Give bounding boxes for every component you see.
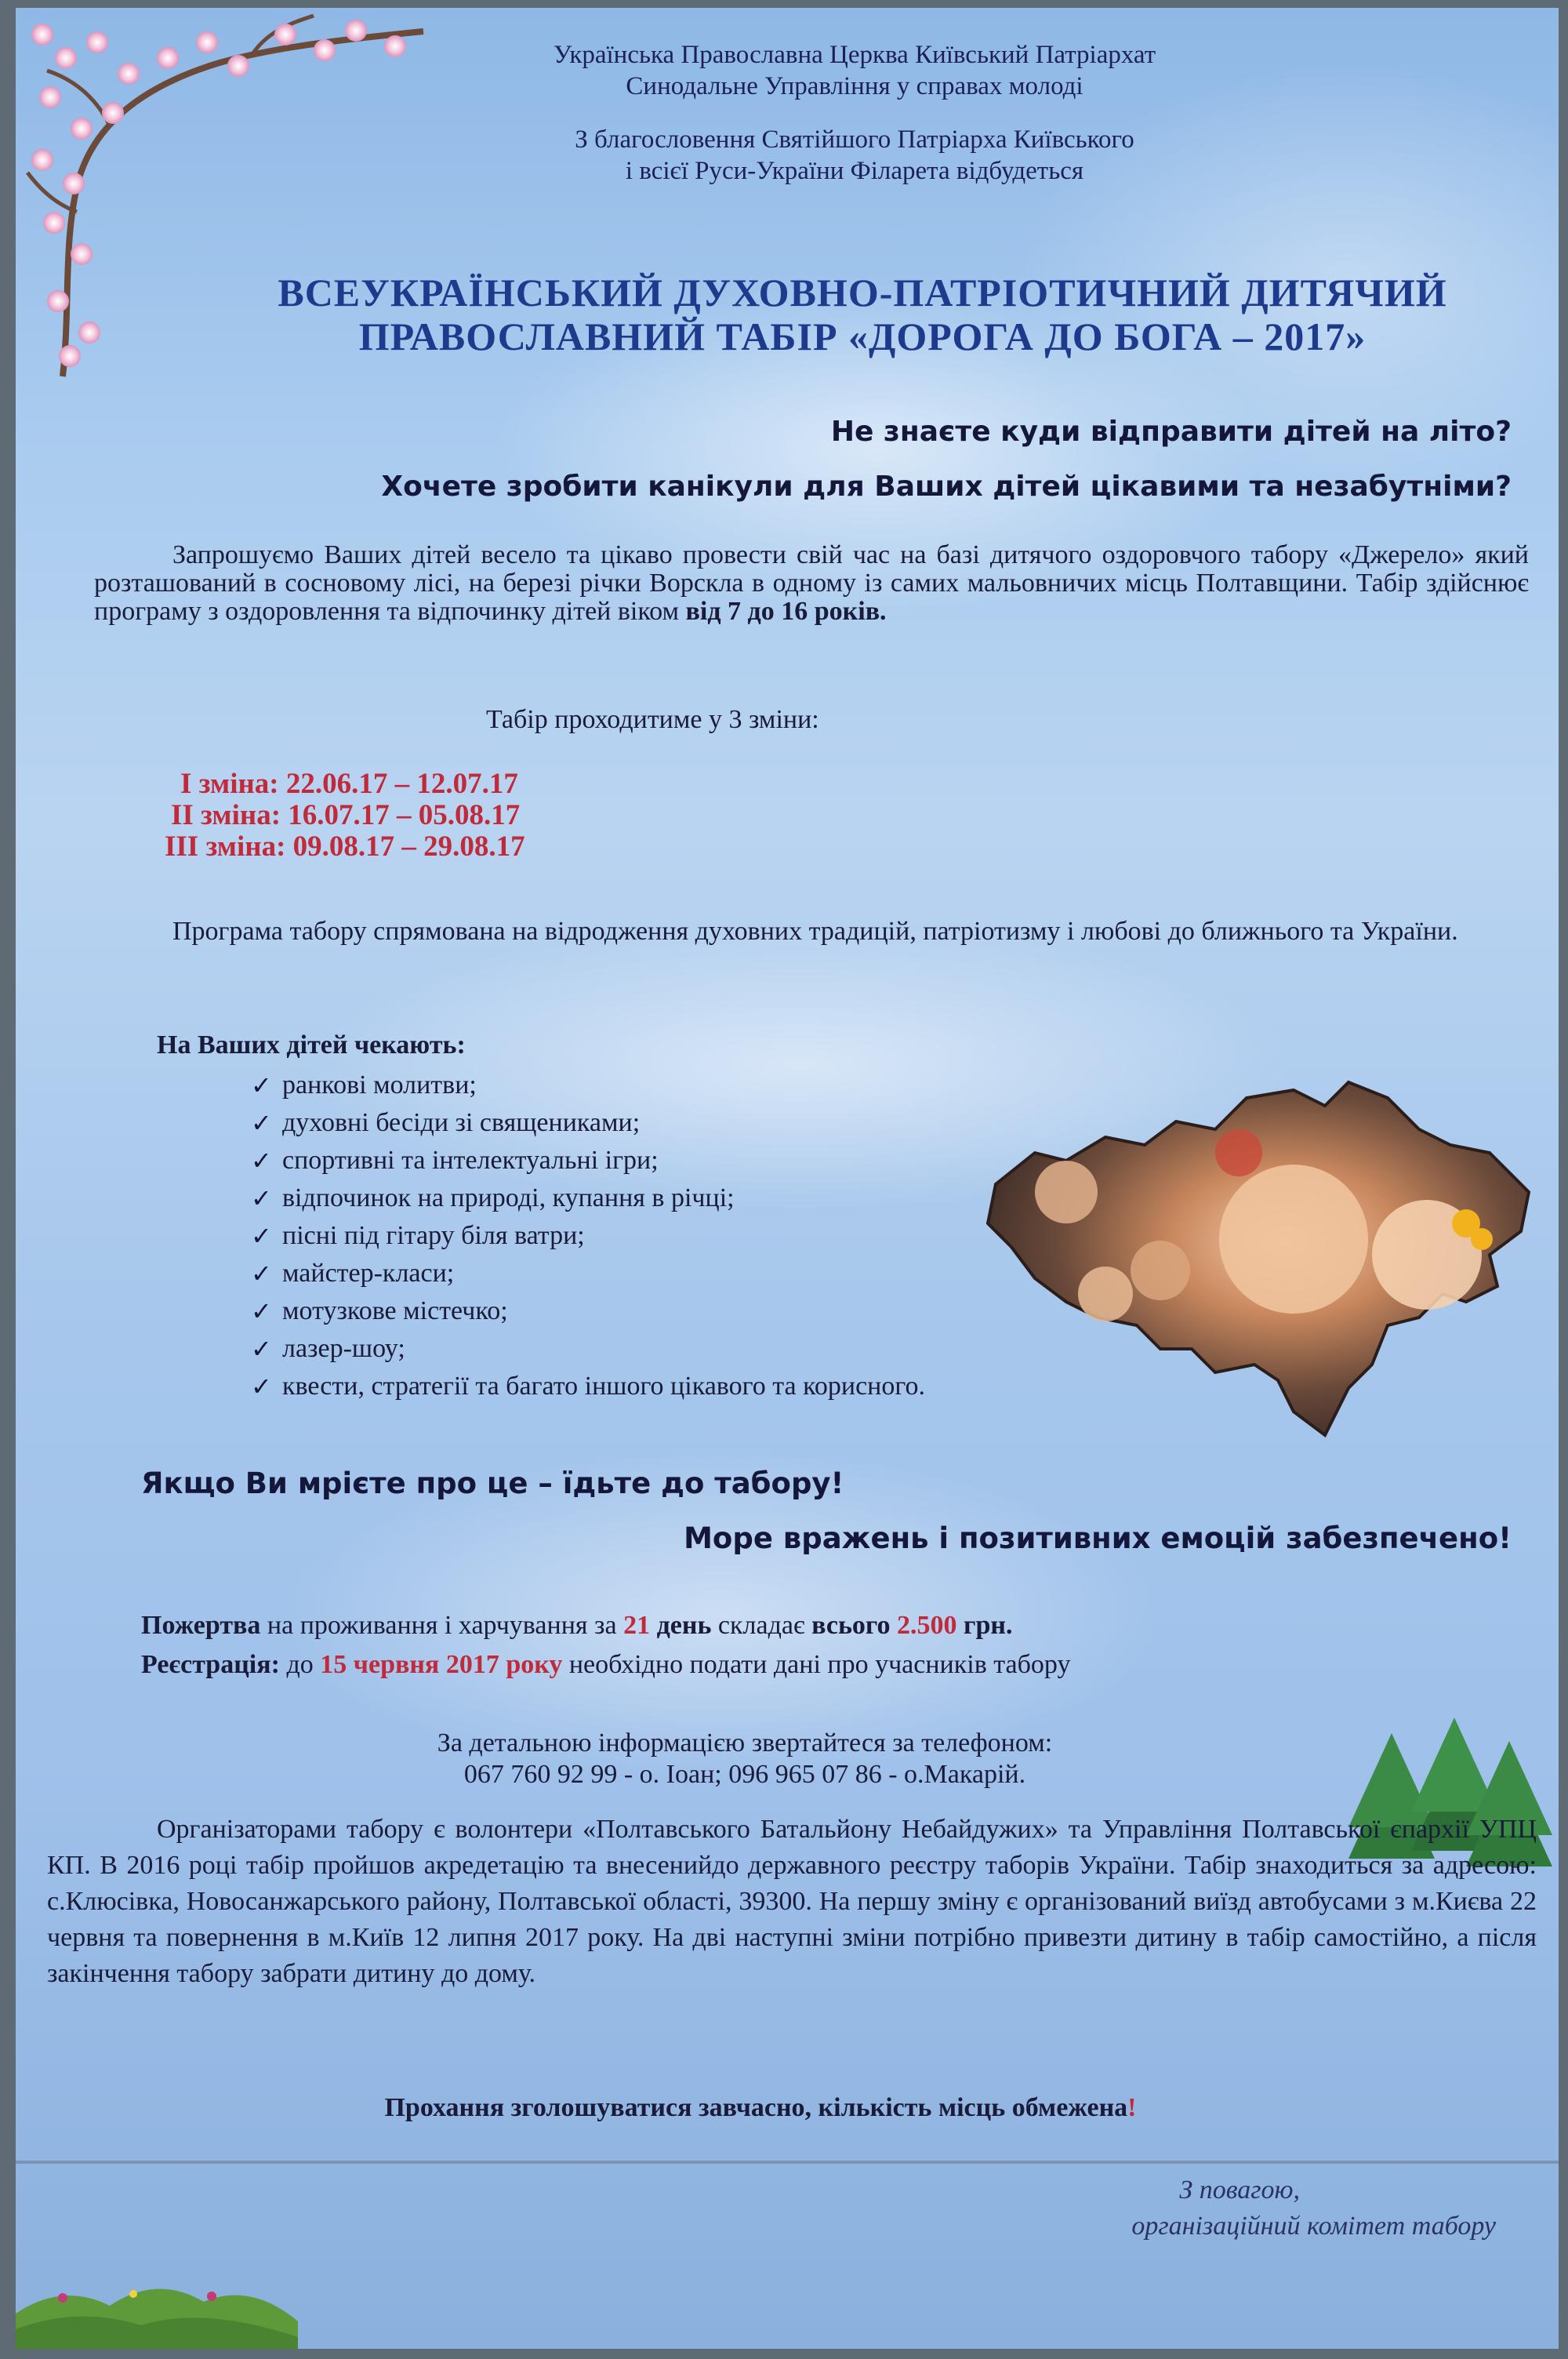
contacts-heading: За детальною інформацією звертайтеся за телефоном: — [437, 1728, 1053, 1757]
divider — [16, 2161, 1559, 2164]
checkmark-icon: ✓ — [251, 1108, 272, 1138]
donation-total-word: всього — [811, 1611, 891, 1640]
list-item-text: мотузкове містечко; — [282, 1296, 508, 1325]
signature-block — [790, 2172, 1496, 2245]
slogan-1: Якщо Ви мрієте про це – їдьте до табору! — [141, 1467, 844, 1500]
registration-text: до — [279, 1650, 321, 1679]
ukraine-map-collage-image — [980, 1067, 1544, 1459]
donation-label: Пожертва — [141, 1611, 261, 1640]
registration-deadline: 15 червня 2017 року — [320, 1650, 563, 1679]
age-range: від 7 до 16 років. — [685, 597, 887, 626]
title-line-1: ВСЕУКРАЇНСЬКИЙ ДУХОВНО-ПАТРІОТИЧНИЙ ДИТЯЧИЙ — [278, 271, 1447, 314]
registration-text-2: необхідно подати дані про учасників табору — [562, 1650, 1071, 1679]
contacts-phones: 067 760 92 99 - о. Іоан; 096 965 07 86 - о.Макарій. — [463, 1760, 1026, 1789]
donation-days: 21 — [623, 1611, 651, 1640]
donation-amount: 2.500 — [890, 1611, 957, 1640]
page-title — [172, 271, 1552, 358]
church-header — [345, 39, 1364, 187]
shifts-list — [165, 769, 713, 863]
checkmark-icon: ✓ — [251, 1372, 272, 1401]
checkmark-icon: ✓ — [251, 1221, 272, 1251]
donation-text: на проживання і харчування за — [260, 1611, 624, 1640]
grass-icon — [16, 2251, 298, 2349]
list-item-text: спортивні та інтелектуальні ігри; — [282, 1146, 659, 1175]
shift-1: І зміна: 22.06.17 – 12.07.17 — [180, 768, 518, 800]
intro-paragraph — [94, 541, 1529, 626]
donation-currency: грн. — [956, 1611, 1013, 1640]
registration-line — [141, 1651, 1474, 1679]
question-1: Не знаєте куди відправити дітей на літо? — [830, 416, 1512, 448]
checkmark-icon: ✓ — [251, 1146, 272, 1176]
list-item-text: духовні бесіди зі священиками; — [282, 1108, 641, 1137]
list-item-text: квести, стратегії та багато іншого цікавого та корисного. — [282, 1372, 925, 1401]
organizers-paragraph: Організаторами табору є волонтери «Полтавського Батальйону Небайдужих» та Управління Полтавської єпархії УПЦ КП. В 2016 році табір пройшов акредетацію та внесенийдо державного реєстру таборів України. Табір знаходиться за адресою: с.Клюсівка, Новосанжарського району, Полтавської області, 39300. На першу зміну є організований виїзд автобусами з м.Києва 22 червня та повернення в м.Київ 12 липня 2017 року. На дві наступні зміни потрібно привезти дитину в табір самостійно, а після закінчення табору забрати дитину до дому. — [47, 1815, 1537, 1988]
registration-label: Реєстрація: — [141, 1650, 280, 1679]
header-line-1: Українська Православна Церква Київський Патріархат — [553, 41, 1156, 69]
donation-line — [141, 1612, 1474, 1640]
shifts-intro: Табір проходитиме у 3 зміни: — [486, 705, 819, 734]
checkmark-icon: ✓ — [251, 1334, 272, 1364]
signature-line-2: організаційний комітет табору — [1131, 2212, 1496, 2241]
list-item-text: майстер-класи; — [282, 1259, 455, 1288]
request-line — [172, 2094, 1348, 2122]
list-item-text: пісні під гітару біля ватри; — [282, 1221, 585, 1250]
contacts-block — [172, 1729, 1317, 1789]
question-2: Хочете зробити канікули для Ваших дітей цікавими та незабутніми? — [381, 471, 1512, 503]
program-paragraph: Програма табору спрямована на відродження духовних традицій, патріотизму і любові до ближнього та України. — [172, 917, 1458, 946]
grass-decoration — [16, 2251, 298, 2349]
ukraine-map-icon — [980, 1067, 1544, 1459]
signature-line-1: З повагою, — [1179, 2175, 1300, 2205]
checkmark-icon: ✓ — [251, 1296, 272, 1326]
shift-2: ІІ зміна: 16.07.17 – 05.08.17 — [171, 799, 521, 831]
flyer-sheet — [16, 8, 1559, 2349]
intro-text: Запрошуємо Ваших дітей весело та цікаво провести свій час на базі дитячого оздоровчого табору «Джерело» який розташований в сосновому лісі, на березі річки Ворскла в одному із самих мальовничих місць Полтавщини. Табір здійснює програму з оздоровлення та відпочинку дітей віком — [94, 540, 1529, 626]
await-heading: На Ваших дітей чекають: — [157, 1030, 466, 1060]
checkmark-icon: ✓ — [251, 1259, 272, 1289]
checkmark-icon: ✓ — [251, 1070, 272, 1100]
checkmark-icon: ✓ — [251, 1183, 272, 1213]
header-line-2: Синодальне Управління у справах молоді — [626, 72, 1083, 100]
request-text: Прохання зголошуватися завчасно, кількість місць обмежена — [384, 2093, 1128, 2122]
header-line-4: і всієї Руси-України Філарета відбудеться — [625, 157, 1084, 185]
request-exclamation: ! — [1127, 2093, 1137, 2122]
slogan-2: Море вражень і позитивних емоцій забезпечено! — [684, 1521, 1512, 1555]
donation-day-word: день — [650, 1611, 712, 1640]
header-line-3: З благословення Святійшого Патріарха Київського — [575, 125, 1134, 154]
shift-3: ІІІ зміна: 09.08.17 – 29.08.17 — [165, 831, 525, 863]
title-line-2: ПРАВОСЛАВНИЙ ТАБІР «ДОРОГА ДО БОГА – 2017» — [358, 314, 1367, 358]
donation-text-2: складає — [711, 1611, 812, 1640]
list-item-text: лазер-шоу; — [282, 1334, 405, 1363]
list-item-text: ранкові молитви; — [282, 1070, 477, 1100]
list-item-text: відпочинок на природі, купання в річці; — [282, 1183, 735, 1212]
